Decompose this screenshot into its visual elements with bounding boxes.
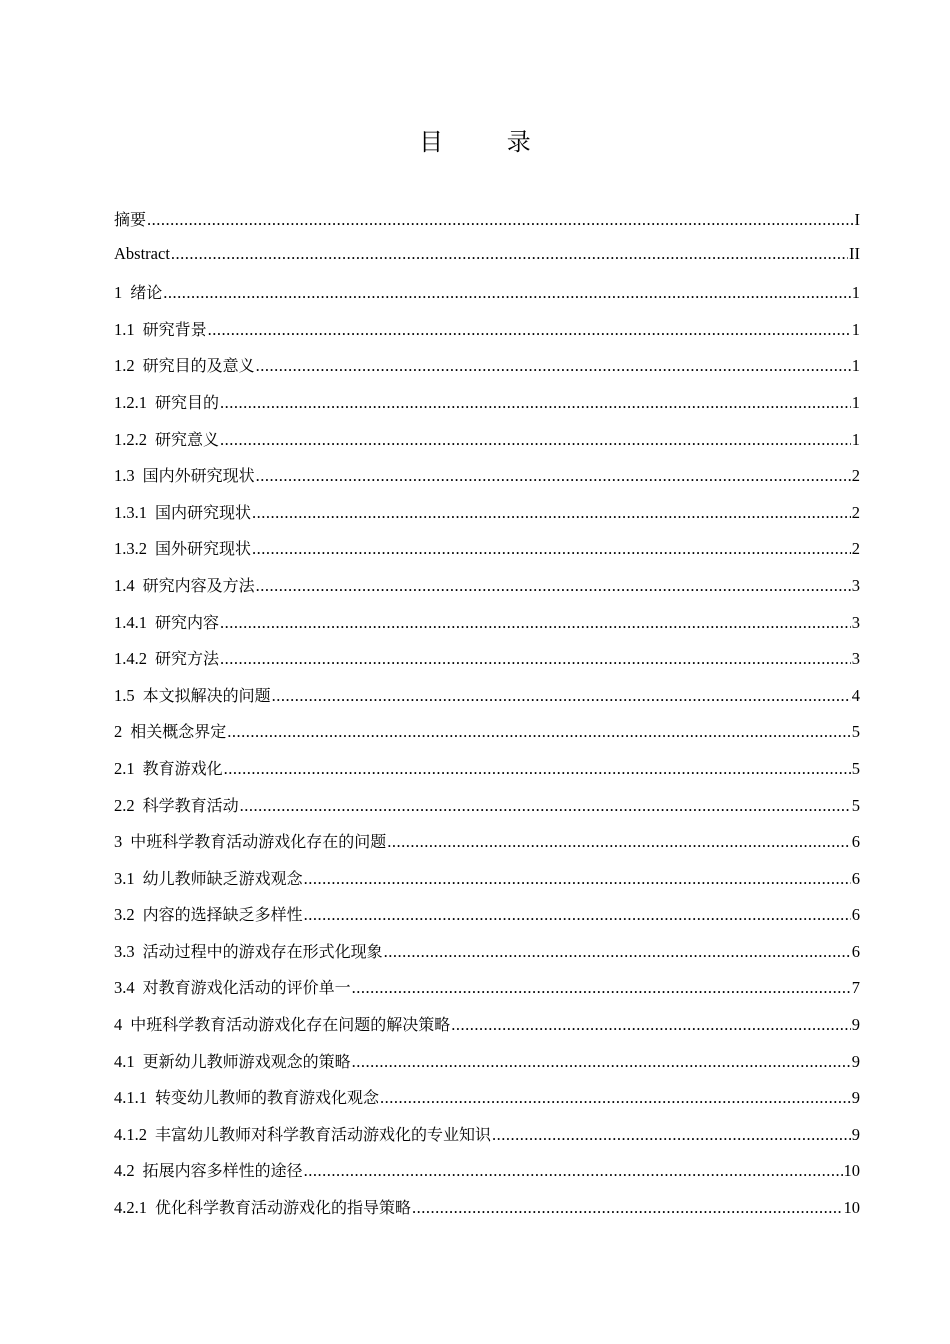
page-number: I [854,210,860,229]
section-title: 绪论 [130,283,163,303]
toc-entry[interactable] [114,756,860,793]
page-number: 7 [851,978,860,998]
section-title: 研究意义 [155,429,220,449]
page-number: 9 [851,1088,860,1108]
section-number: 1.4.1 [114,612,147,632]
section-number: 1.4 [114,575,135,595]
toc-entry-label [114,1012,450,1035]
section-number: 2 [114,722,123,742]
page-number: 2 [851,466,860,486]
section-title: 中班科学教育活动游戏化存在问题的解决策略 [130,1015,451,1035]
section-number: 1 [114,283,123,303]
toc-entry-label [114,902,303,925]
toc-entry-label [114,975,351,998]
page-number: 5 [851,758,860,778]
section-number: 4.1 [114,1051,135,1071]
dot-leader [240,796,851,816]
page-number: 9 [851,1124,860,1144]
dot-leader [224,759,851,779]
dot-leader [171,244,848,264]
section-number: 1.3 [114,466,135,486]
toc-entry[interactable] [114,463,860,500]
page-number: 10 [843,1198,860,1218]
section-number: 3.3 [114,941,135,961]
section-title: 国内研究现状 [155,502,252,522]
section-title: 教育游戏化 [142,758,223,778]
section-title: 中班科学教育活动游戏化存在的问题 [130,832,387,852]
toc-entry-label [114,427,219,450]
section-number: 1.4.2 [114,649,147,669]
dot-leader [220,613,851,633]
toc-entry-label [114,829,386,852]
toc-entry[interactable] [114,866,860,903]
section-title: 丰富幼儿教师对科学教育活动游戏化的专业知识 [155,1124,492,1144]
toc-entry[interactable] [114,427,860,464]
dot-leader [220,430,851,450]
page-number: 3 [851,649,860,669]
toc-entry[interactable] [114,1012,860,1049]
dot-leader [256,576,851,596]
toc-entry[interactable] [114,683,860,720]
table-of-contents [114,207,860,1232]
toc-entry[interactable] [114,975,860,1012]
page-number: 6 [851,905,860,925]
page-number: 1 [851,319,860,339]
section-number: 2.2 [114,795,135,815]
page-number: 3 [851,575,860,595]
toc-entry[interactable] [114,500,860,537]
toc-entry-label [114,463,255,486]
toc-entry-label [114,280,162,303]
section-number: 3.4 [114,978,135,998]
toc-entry-label [114,244,170,264]
section-number: 4.1.2 [114,1124,147,1144]
toc-entry-label [114,573,255,596]
page-number: 1 [851,392,860,412]
section-number: 2.1 [114,758,135,778]
page-number: 2 [851,539,860,559]
section-title: 优化科学教育活动游戏化的指导策略 [155,1198,412,1218]
dot-leader [272,686,851,706]
toc-entry-label [114,1049,351,1072]
page-number: 3 [851,612,860,632]
dot-leader [256,466,851,486]
section-number: 1.5 [114,685,135,705]
toc-entry-label [114,939,383,962]
section-title: 科学教育活动 [142,795,239,815]
section-title: 对教育游戏化活动的评价单一 [142,978,351,998]
toc-entry-label [114,1195,411,1218]
section-number: 4 [114,1015,123,1035]
toc-entry-label [114,683,271,706]
toc-entry[interactable] [114,280,860,317]
toc-entry-label [114,207,146,230]
section-number: 1.2.2 [114,429,147,449]
section-title: 拓展内容多样性的途径 [142,1161,303,1181]
toc-entry[interactable] [114,244,860,281]
section-number: 3.2 [114,905,135,925]
dot-leader [412,1198,842,1218]
section-number: 1.1 [114,319,135,339]
toc-entry-label [114,1085,379,1108]
section-number: Abstract [114,243,170,263]
dot-leader [252,539,851,559]
page-number: 5 [851,795,860,815]
toc-entry[interactable] [114,829,860,866]
section-title: 研究方法 [155,649,220,669]
toc-entry[interactable] [114,390,860,427]
toc-entry-label [114,793,239,816]
toc-title: 目 录 [419,128,559,156]
dot-leader [492,1125,851,1145]
toc-entry[interactable] [114,207,860,244]
toc-entry-label [114,1122,491,1145]
toc-entry[interactable] [114,719,860,756]
section-title: 研究内容及方法 [142,575,255,595]
toc-entry[interactable] [114,1195,860,1232]
toc-entry-label [114,719,226,742]
page-number: 2 [851,502,860,522]
page-number: II [849,243,860,263]
toc-entry[interactable] [114,939,860,976]
dot-leader [227,722,850,742]
section-title: 研究内容 [155,612,220,632]
section-title: 转变幼儿教师的教育游戏化观念 [155,1088,380,1108]
section-title: 国外研究现状 [155,539,252,559]
toc-entry-label [114,353,255,376]
toc-entry-label [114,610,219,633]
toc-entry-label [114,536,251,559]
dot-leader [352,1052,851,1072]
toc-entry[interactable] [114,1158,860,1195]
section-title: 研究目的 [155,392,220,412]
section-number: 4.2.1 [114,1198,147,1218]
page-number: 6 [851,868,860,888]
toc-entry-label [114,646,219,669]
page-number: 6 [851,941,860,961]
toc-entry[interactable] [114,1122,860,1159]
section-title: 国内外研究现状 [142,466,255,486]
section-title: 幼儿教师缺乏游戏观念 [142,868,303,888]
page-number: 1 [851,356,860,376]
toc-entry-label [114,756,223,779]
toc-entry-label [114,317,207,340]
toc-entry[interactable] [114,1085,860,1122]
page-number: 9 [851,1051,860,1071]
toc-entry-label [114,866,303,889]
section-number: 1.3.2 [114,539,147,559]
dot-leader [304,905,851,925]
dot-leader [208,320,851,340]
toc-entry[interactable] [114,1049,860,1086]
dot-leader [451,1015,850,1035]
section-number: 1.2 [114,356,135,376]
page-number: 6 [851,832,860,852]
toc-entry[interactable] [114,536,860,573]
section-title: 内容的选择缺乏多样性 [142,905,303,925]
dot-leader [252,503,851,523]
page-number: 4 [851,685,860,705]
section-title: 本文拟解决的问题 [142,685,271,705]
toc-entry[interactable] [114,317,860,354]
toc-entry[interactable] [114,793,860,830]
toc-entry-label [114,500,251,523]
section-title: 相关概念界定 [130,722,227,742]
dot-leader [256,356,851,376]
section-number: 4.1.1 [114,1088,147,1108]
page-number: 1 [851,283,860,303]
section-title: 活动过程中的游戏存在形式化现象 [142,941,383,961]
dot-leader [304,1161,843,1181]
toc-entry[interactable] [114,902,860,939]
toc-entry[interactable] [114,610,860,647]
section-title: 研究目的及意义 [142,356,255,376]
page-number: 1 [851,429,860,449]
section-number: 3.1 [114,868,135,888]
section-number: 3 [114,832,123,852]
toc-entry[interactable] [114,573,860,610]
page-number: 5 [851,722,860,742]
dot-leader [352,978,851,998]
toc-entry-label [114,390,219,413]
section-title: 研究背景 [142,319,207,339]
dot-leader [220,393,851,413]
section-number: 1.2.1 [114,392,147,412]
section-title: 更新幼儿教师游戏观念的策略 [142,1051,351,1071]
dot-leader [384,942,851,962]
dot-leader [304,869,851,889]
page-number: 10 [843,1161,860,1181]
toc-entry-label [114,1158,303,1181]
dot-leader [147,210,853,230]
section-number: 4.2 [114,1161,135,1181]
dot-leader [220,649,851,669]
section-title: 摘要 [114,210,147,229]
dot-leader [163,283,850,303]
dot-leader [380,1088,851,1108]
page-number: 9 [851,1015,860,1035]
dot-leader [387,832,850,852]
toc-entry[interactable] [114,646,860,683]
section-number: 1.3.1 [114,502,147,522]
toc-entry[interactable] [114,353,860,390]
